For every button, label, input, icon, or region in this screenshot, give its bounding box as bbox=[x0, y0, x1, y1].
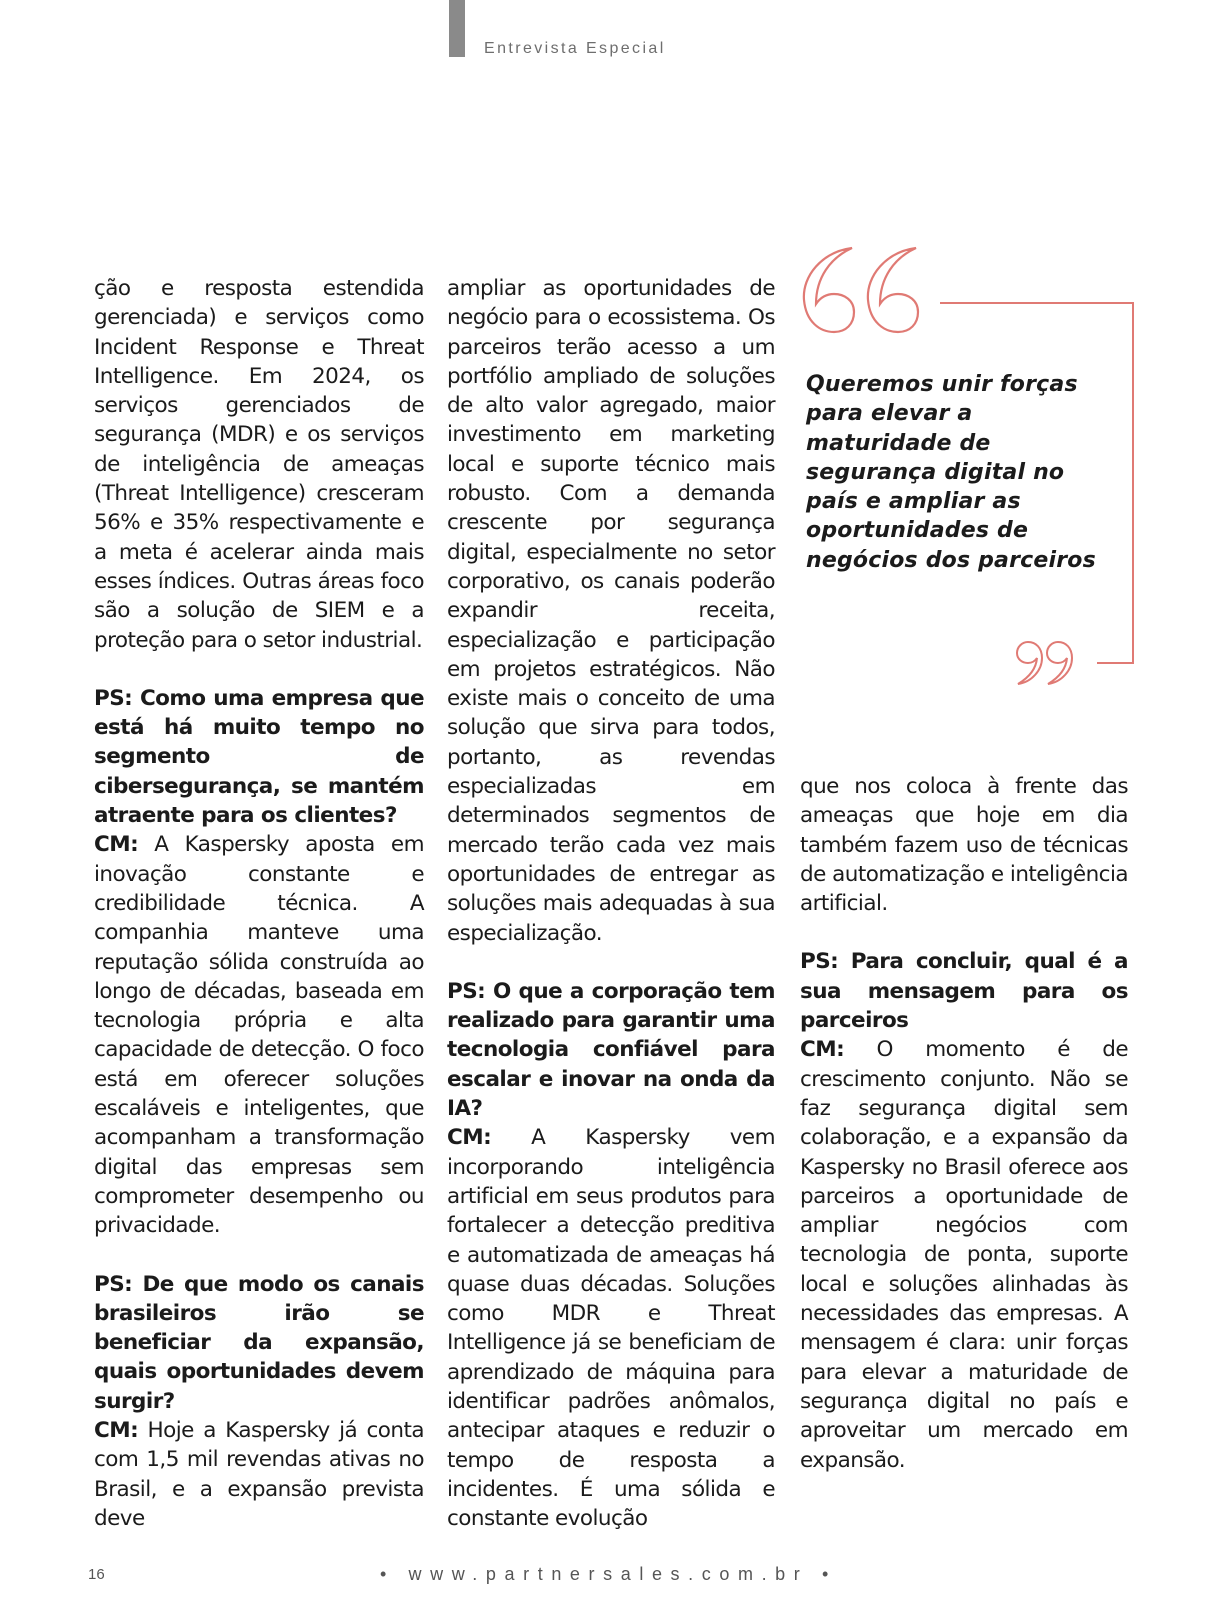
answer-paragraph bbox=[800, 1035, 1128, 1474]
column-3 bbox=[800, 772, 1128, 1475]
question-heading: PS: O que a corporação tem realizado para garantir uma tecnologia confiável para escalar e inovar na onda da IA? bbox=[447, 978, 775, 1122]
question-heading: PS: Para concluir, qual é a sua mensagem para os parceiros bbox=[800, 949, 1128, 1034]
answer-label: CM: bbox=[447, 1125, 492, 1151]
answer-text: A Kaspersky aposta em inovação constante e credibilidade técnica. A companhia manteve uma reputação sólida construída ao longo de décadas, baseada em tecnologia própria e alta capacidade de detecção. O foco está em oferecer soluções escaláveis e inteligentes, que acompanham a transformação digital das empresas sem comprometer desempenho ou privacidade. bbox=[94, 832, 424, 1239]
answer-label: CM: bbox=[94, 832, 139, 858]
question-heading: PS: Como uma empresa que está há muito tempo no segmento de cibersegurança, se mantém atraente para os clientes? bbox=[94, 685, 424, 829]
answer-label: CM: bbox=[94, 1417, 139, 1443]
page-number: 16 bbox=[88, 1566, 105, 1583]
pullquote-text: Queremos unir forças para elevar a maturidade de segurança digital no país e ampliar as oportunidades de negócios dos parceiros bbox=[806, 372, 1096, 573]
header-bar bbox=[449, 0, 465, 57]
answer-paragraph bbox=[94, 1416, 424, 1533]
paragraph: ção e resposta estendida gerenciada) e serviços como Incident Response e Threat Intelligence. Em 2024, os serviços gerenciados de segurança (MDR) e os serviços de inteligência de ameaças (Threat Intelligence) cresceram 56% e 35% respectivamente e a meta é acelerar ainda mais esses índices. Outras áreas foco são a solução de SIEM e a proteção para o setor industrial. bbox=[94, 276, 424, 653]
pullquote-bracket-bottom bbox=[1097, 662, 1134, 664]
close-quote-icon bbox=[1014, 638, 1078, 688]
column-2 bbox=[447, 274, 775, 1533]
paragraph: ampliar as oportunidades de negócio para o ecossistema. Os parceiros terão acesso a um portfólio ampliado de soluções de alto valor agregado, maior investimento em marketing local e suporte técnico mais robusto. Com a demanda crescente por segurança digital, especialmente no setor corporativo, os canais poderão expandir receita, especialização e participação em projetos estratégicos. Não existe mais o conceito de uma solução que sirva para todos, portanto, as revendas especializadas em determinados segmentos de mercado terão cada vez mais oportunidades de entregar as soluções mais adequadas à sua especialização. bbox=[447, 276, 775, 946]
answer-text: A Kaspersky vem incorporando inteligência artificial em seus produtos para fortalecer a detecção preditiva e automatizada de ameaças há quase duas décadas. Soluções como MDR e Threat Intelligence já se beneficiam de aprendizado de máquina para identificar padrões anômalos, antecipar ataques e reduzir o tempo de resposta a incidentes. É uma sólida e constante evolução bbox=[447, 1125, 775, 1532]
answer-text: Hoje a Kaspersky já conta com 1,5 mil revendas ativas no Brasil, e a expansão prevista deve bbox=[94, 1417, 424, 1531]
footer-website: • www.partnersales.com.br • bbox=[380, 1564, 837, 1584]
answer-text: O momento é de crescimento conjunto. Não se faz segurança digital sem colaboração, e a expansão da Kaspersky no Brasil oferece aos parceiros a oportunidade de ampliar negócios com tecnologia de ponta, suporte local e soluções alinhadas às necessidades das empresas. A mensagem é clara: unir forças para elevar a maturidade de segurança digital no país e aproveitar um mercado em expansão. bbox=[800, 1037, 1128, 1473]
paragraph: que nos coloca à frente das ameaças que hoje em dia também fazem uso de técnicas de automatização e inteligência artificial. bbox=[800, 774, 1128, 917]
answer-paragraph bbox=[447, 1123, 775, 1533]
pullquote-bracket-right bbox=[1132, 302, 1134, 664]
question-heading: PS: De que modo os canais brasileiros irão se beneficiar da expansão, quais oportunidades devem surgir? bbox=[94, 1271, 424, 1414]
section-title: Entrevista Especial bbox=[484, 40, 666, 57]
pullquote-bracket-top bbox=[940, 302, 1134, 304]
open-quote-icon bbox=[798, 242, 922, 338]
answer-label: CM: bbox=[800, 1037, 845, 1063]
answer-paragraph bbox=[94, 830, 424, 1240]
column-1 bbox=[94, 274, 424, 1533]
